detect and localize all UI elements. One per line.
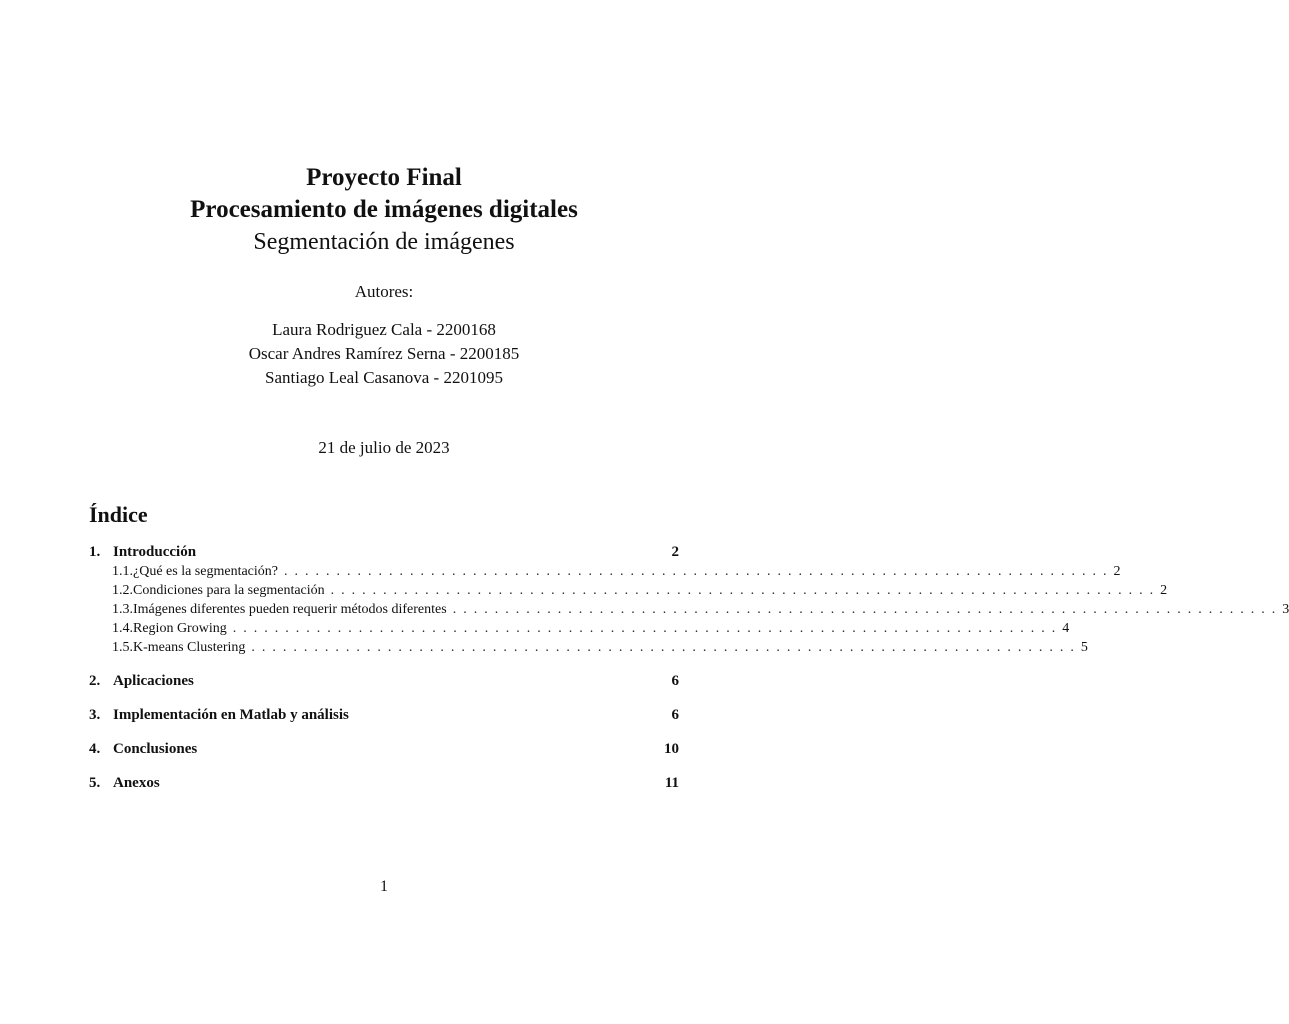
toc-section-number: 4. — [89, 741, 101, 757]
toc-section-title: Anexos — [113, 775, 160, 791]
author: Santiago Leal Casanova - 2201095 — [265, 368, 503, 387]
toc-dot-leader: ............................................................................... — [452, 602, 1283, 617]
toc-subsection-page: 4 — [1062, 621, 1070, 636]
toc-subsection-title: Imágenes diferentes pueden requerir métodos diferentes — [133, 602, 447, 617]
toc-section[interactable] — [89, 706, 679, 725]
toc-section-page: 6 — [671, 673, 679, 689]
author: Laura Rodriguez Cala - 2200168 — [272, 320, 496, 339]
author: Oscar Andres Ramírez Serna - 2200185 — [248, 344, 520, 363]
document-subtitle: Segmentación de imágenes — [253, 229, 515, 255]
toc-subsection-page: 2 — [1160, 583, 1168, 598]
toc-section-title: Introducción — [113, 544, 197, 560]
toc-subsection[interactable] — [89, 638, 1088, 657]
table-of-contents — [89, 543, 1289, 793]
toc-dot-leader: ............................................................................... — [284, 564, 1114, 579]
toc-subsection-page: 5 — [1080, 640, 1088, 655]
toc-section-page: 10 — [664, 741, 679, 757]
document-date: 21 de julio de 2023 — [318, 438, 450, 457]
toc-subsection-title: Condiciones para la segmentación — [133, 583, 325, 598]
toc-subsection-number: 1.1. — [112, 564, 133, 579]
toc-section[interactable] — [89, 740, 679, 759]
toc-section[interactable] — [89, 672, 679, 691]
toc-subsection-page: 3 — [1282, 602, 1289, 617]
toc-subsection[interactable] — [89, 581, 1168, 600]
toc-subsection-page: 2 — [1113, 564, 1121, 579]
toc-dot-leader: ............................................................................... — [330, 583, 1161, 598]
toc-subsection-number: 1.4. — [112, 621, 133, 636]
title-block — [0, 162, 768, 258]
toc-section-title: Implementación en Matlab y análisis — [113, 707, 349, 723]
toc-subsection-number: 1.2. — [112, 583, 133, 598]
toc-section-number: 1. — [89, 544, 101, 560]
toc-section-number: 5. — [89, 775, 101, 791]
toc-subsection[interactable] — [89, 619, 1070, 638]
toc-section-page: 6 — [671, 707, 679, 723]
toc-subsection-number: 1.5. — [112, 640, 133, 655]
toc-section[interactable] — [89, 774, 679, 793]
toc-section-page: 2 — [671, 544, 679, 560]
toc-section-title: Aplicaciones — [113, 673, 194, 689]
page-number: 1 — [380, 878, 388, 895]
toc-section-page: 11 — [664, 775, 679, 791]
document-title: Proyecto Final — [306, 164, 462, 191]
authors-label: Autores: — [354, 282, 414, 301]
toc-section-number: 2. — [89, 673, 101, 689]
authors-list — [0, 318, 768, 390]
toc-section-number: 3. — [89, 707, 101, 723]
document-course-title: Procesamiento de imágenes digitales — [190, 196, 578, 223]
toc-subsection[interactable] — [89, 600, 1289, 619]
toc-subsection-title: K-means Clustering — [133, 640, 246, 655]
toc-dot-leader: ............................................................................... — [251, 640, 1081, 655]
toc-subsection-title: Region Growing — [133, 621, 227, 636]
toc-dot-leader: ............................................................................... — [232, 621, 1063, 636]
toc-section-title: Conclusiones — [113, 741, 198, 757]
toc-heading: Índice — [89, 502, 148, 527]
toc-subsection[interactable] — [89, 562, 1121, 581]
toc-subsection-number: 1.3. — [112, 602, 133, 617]
toc-section[interactable] — [89, 543, 679, 562]
toc-subsection-title: ¿Qué es la segmentación? — [133, 564, 278, 579]
